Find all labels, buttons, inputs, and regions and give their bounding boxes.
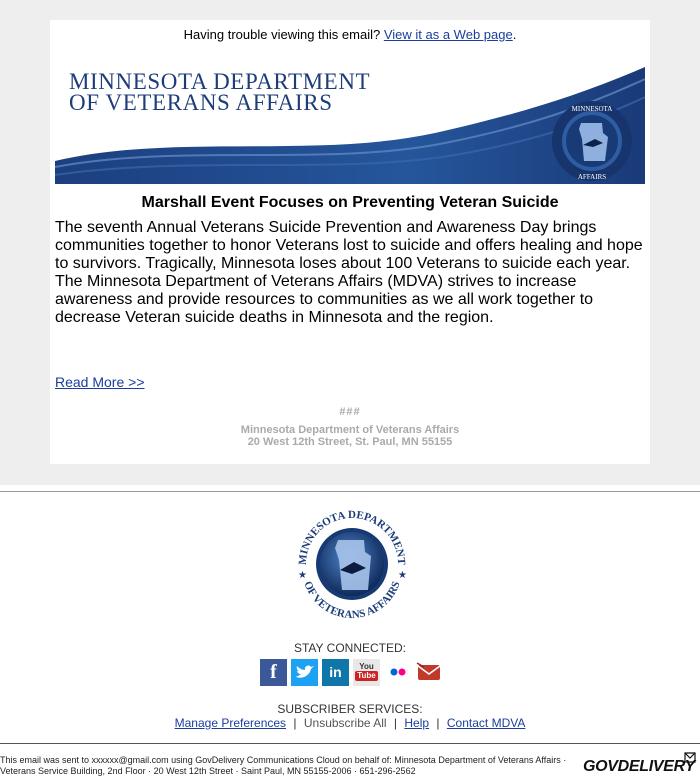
legal-footer-text: This email was sent to xxxxxx@gmail.com using GovDelivery Communications Cloud on behalf of: Minnesota Department of Veterans Affairs · Veterans Service Building, 2nd Floor · 20 West 12th Street · Saint Paul, MN 55155-2006 · 651-296-2562 (0, 755, 567, 776)
trouble-text: Having trouble viewing this email? (183, 27, 381, 42)
facebook-icon[interactable]: f (260, 659, 287, 686)
banner-title-line1: MINNESOTA DEPARTMENT (69, 69, 371, 94)
svg-text:★: ★ (398, 570, 407, 581)
email-icon[interactable] (415, 659, 442, 686)
section-divider (0, 491, 700, 492)
manage-preferences-link[interactable]: Manage Preferences (174, 716, 287, 730)
trouble-viewing-line (50, 27, 650, 42)
mdva-seal-logo (288, 498, 416, 628)
flickr-icon[interactable] (384, 659, 411, 686)
org-address: 20 West 12th Street, St. Paul, MN 55155 (247, 436, 453, 448)
subscriber-services-label: SUBSCRIBER SERVICES: (277, 702, 423, 716)
social-icons (260, 658, 442, 686)
linkedin-icon[interactable]: in (322, 659, 349, 686)
article-headline: Marshall Event Focuses on Preventing Veteran Suicide (141, 194, 559, 211)
govdelivery-logo: GOVDELIVERY (583, 758, 695, 775)
twitter-icon[interactable] (291, 659, 318, 686)
govdelivery-mark-icon (684, 751, 696, 763)
seal-bottom-text: OF VETERANS AFFAIRS (301, 579, 403, 622)
svg-text:MINNESOTA: MINNESOTA (571, 105, 613, 113)
view-web-page-link[interactable]: View it as a Web page (383, 27, 513, 42)
footer-rule (0, 743, 700, 744)
article-body: The seventh Annual Veterans Suicide Prevention and Awareness Day brings communities together to honor Veterans lost to suicide and offers healing and hope to survivors. Tragically, Minnesota loses about 100 Veterans to suicide each year. The Minnesota Department of Veterans Affairs (MDVA) strives to increase awareness and provide resources to communities as we all work together to decrease Veteran suicide deaths in Minnesota and the region. (55, 219, 643, 326)
link-separator: | (393, 716, 398, 730)
end-marks: ### (339, 406, 361, 418)
seal-icon (288, 498, 416, 628)
banner-seal-icon (552, 101, 632, 181)
subscriber-links (0, 716, 700, 730)
svg-text:★: ★ (298, 570, 307, 581)
link-separator: | (436, 716, 440, 730)
youtube-icon[interactable]: You Tube (353, 659, 380, 686)
banner-title (69, 71, 370, 113)
link-separator: | (293, 716, 297, 730)
stay-connected-label: STAY CONNECTED: (293, 641, 406, 655)
read-more-link[interactable]: Read More >> (55, 374, 145, 390)
help-link[interactable]: Help (404, 716, 430, 730)
mdva-banner (55, 63, 645, 184)
unsubscribe-all-link[interactable]: Unsubscribe All (303, 716, 387, 730)
svg-text:AFFAIRS: AFFAIRS (577, 173, 607, 181)
contact-mdva-link[interactable]: Contact MDVA (446, 716, 526, 730)
banner-title-line2: OF VETERANS AFFAIRS (69, 90, 333, 115)
seal-top-text: MINNESOTA DEPARTMENT (296, 508, 408, 566)
email-card (50, 20, 650, 464)
org-name: Minnesota Department of Veterans Affairs (240, 424, 460, 436)
trouble-period: . (512, 27, 517, 42)
